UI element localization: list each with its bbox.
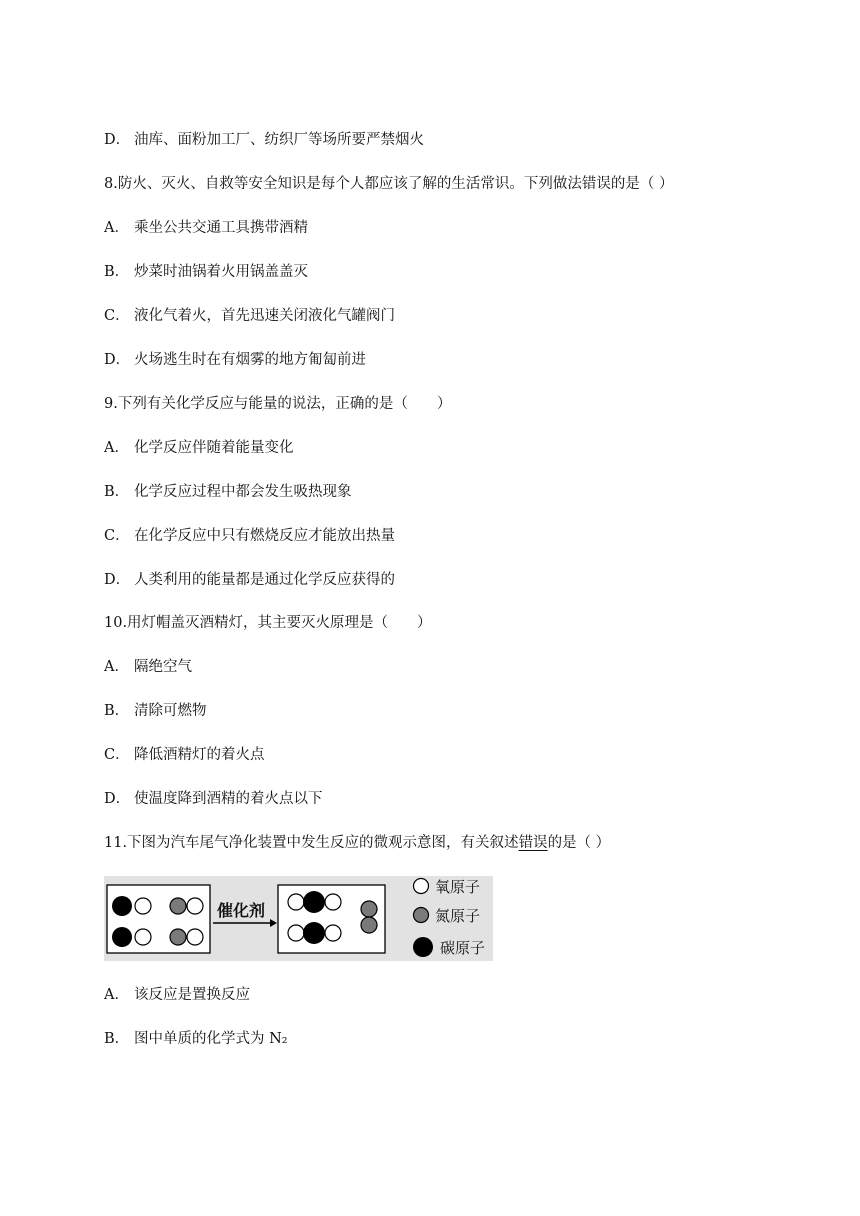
catalyst-label: 催化剂 [217,901,266,920]
q9-option-a [104,439,294,457]
arrow-head-icon [270,919,277,927]
option-text: 清除可燃物 [134,703,207,719]
q8-option-b [104,263,308,281]
option-text: 使温度降到酒精的着火点以下 [134,791,323,807]
option-letter: C． [104,308,130,324]
question-9-stem: 9.下列有关化学反应与能量的说法，正确的是（ ） [104,396,452,412]
legend-nitrogen-symbol [414,908,429,923]
legend-carbon-symbol [413,937,433,957]
option-text: 油库、面粉加工厂、纺织厂等场所要严禁烟火 [134,132,424,148]
q11-option-a [104,986,250,1004]
option-letter: A． [104,659,129,675]
legend-carbon-label: 碳原子 [440,939,486,957]
q9-option-d [104,571,395,589]
option-letter: C． [104,528,130,544]
option-text: 隔绝空气 [134,659,192,675]
legend-oxygen-symbol [414,879,429,894]
option-letter: D． [104,132,131,148]
q10-option-d [104,790,323,808]
reaction-diagram [104,876,493,961]
option-text: 图中单质的化学式为 N₂ [134,1031,288,1047]
legend-nitrogen-label: 氮原子 [435,907,481,925]
q10-option-b [104,702,207,720]
option-text: 该反应是置换反应 [134,987,250,1003]
oxygen-atom [187,929,203,945]
q10-option-a [104,658,192,676]
option-text: 化学反应过程中都会发生吸热现象 [134,484,352,500]
stem-underlined-word: 错误 [518,835,548,851]
question-8-stem: 8.防火、灭火、自救等安全知识是每个人都应该了解的生活常识。下列做法错误的是（ ） [104,176,674,192]
option-letter: D． [104,791,131,807]
q9-option-b [104,483,352,501]
oxygen-atom [187,898,203,914]
q8-option-d [104,351,366,369]
carbon-atom [303,891,325,913]
option-text: 降低酒精灯的着火点 [134,747,265,763]
carbon-atom [303,922,325,944]
oxygen-atom [288,925,304,941]
option-text: 炒菜时油锅着火用锅盖盖灭 [134,264,308,280]
oxygen-atom [288,894,304,910]
option-line [104,131,424,149]
option-letter: B． [104,264,130,280]
nitrogen-atom [361,901,377,917]
q9-option-c [104,527,395,545]
oxygen-atom [135,898,151,914]
nitrogen-atom [170,929,186,945]
oxygen-atom [325,925,341,941]
option-letter: B． [104,703,130,719]
option-text: 人类利用的能量都是通过化学反应获得的 [134,572,395,588]
oxygen-atom [135,929,151,945]
q8-option-c [104,307,395,325]
stem-text: 11.下图为汽车尾气净化装置中发生反应的微观示意图，有关叙述 [104,835,519,851]
question-11-stem [104,834,610,852]
question-10-stem: 10.用灯帽盖灭酒精灯，其主要灭火原理是（ ） [104,615,432,631]
option-text: 化学反应伴随着能量变化 [134,440,294,456]
option-text: 在化学反应中只有燃烧反应才能放出热量 [134,528,395,544]
carbon-atom [112,896,132,916]
nitrogen-atom [170,898,186,914]
stem-text: 的是（ ） [547,835,611,851]
option-text: 火场逃生时在有烟雾的地方匍匐前进 [134,352,366,368]
option-letter: A． [104,440,129,456]
q11-option-b [104,1030,288,1048]
legend-oxygen-label: 氧原子 [435,878,481,896]
option-letter: A． [104,220,129,236]
option-letter: B． [104,484,130,500]
option-text: 液化气着火，首先迅速关闭液化气罐阀门 [134,308,395,324]
option-letter: B． [104,1031,130,1047]
q8-option-a [104,219,308,237]
option-letter: A． [104,987,129,1003]
option-letter: D． [104,352,131,368]
carbon-atom [112,927,132,947]
q10-option-c [104,746,265,764]
option-letter: C． [104,747,130,763]
option-text: 乘坐公共交通工具携带酒精 [134,220,308,236]
nitrogen-atom [361,917,377,933]
reaction-diagram-svg [104,876,493,961]
option-letter: D． [104,572,131,588]
oxygen-atom [325,894,341,910]
